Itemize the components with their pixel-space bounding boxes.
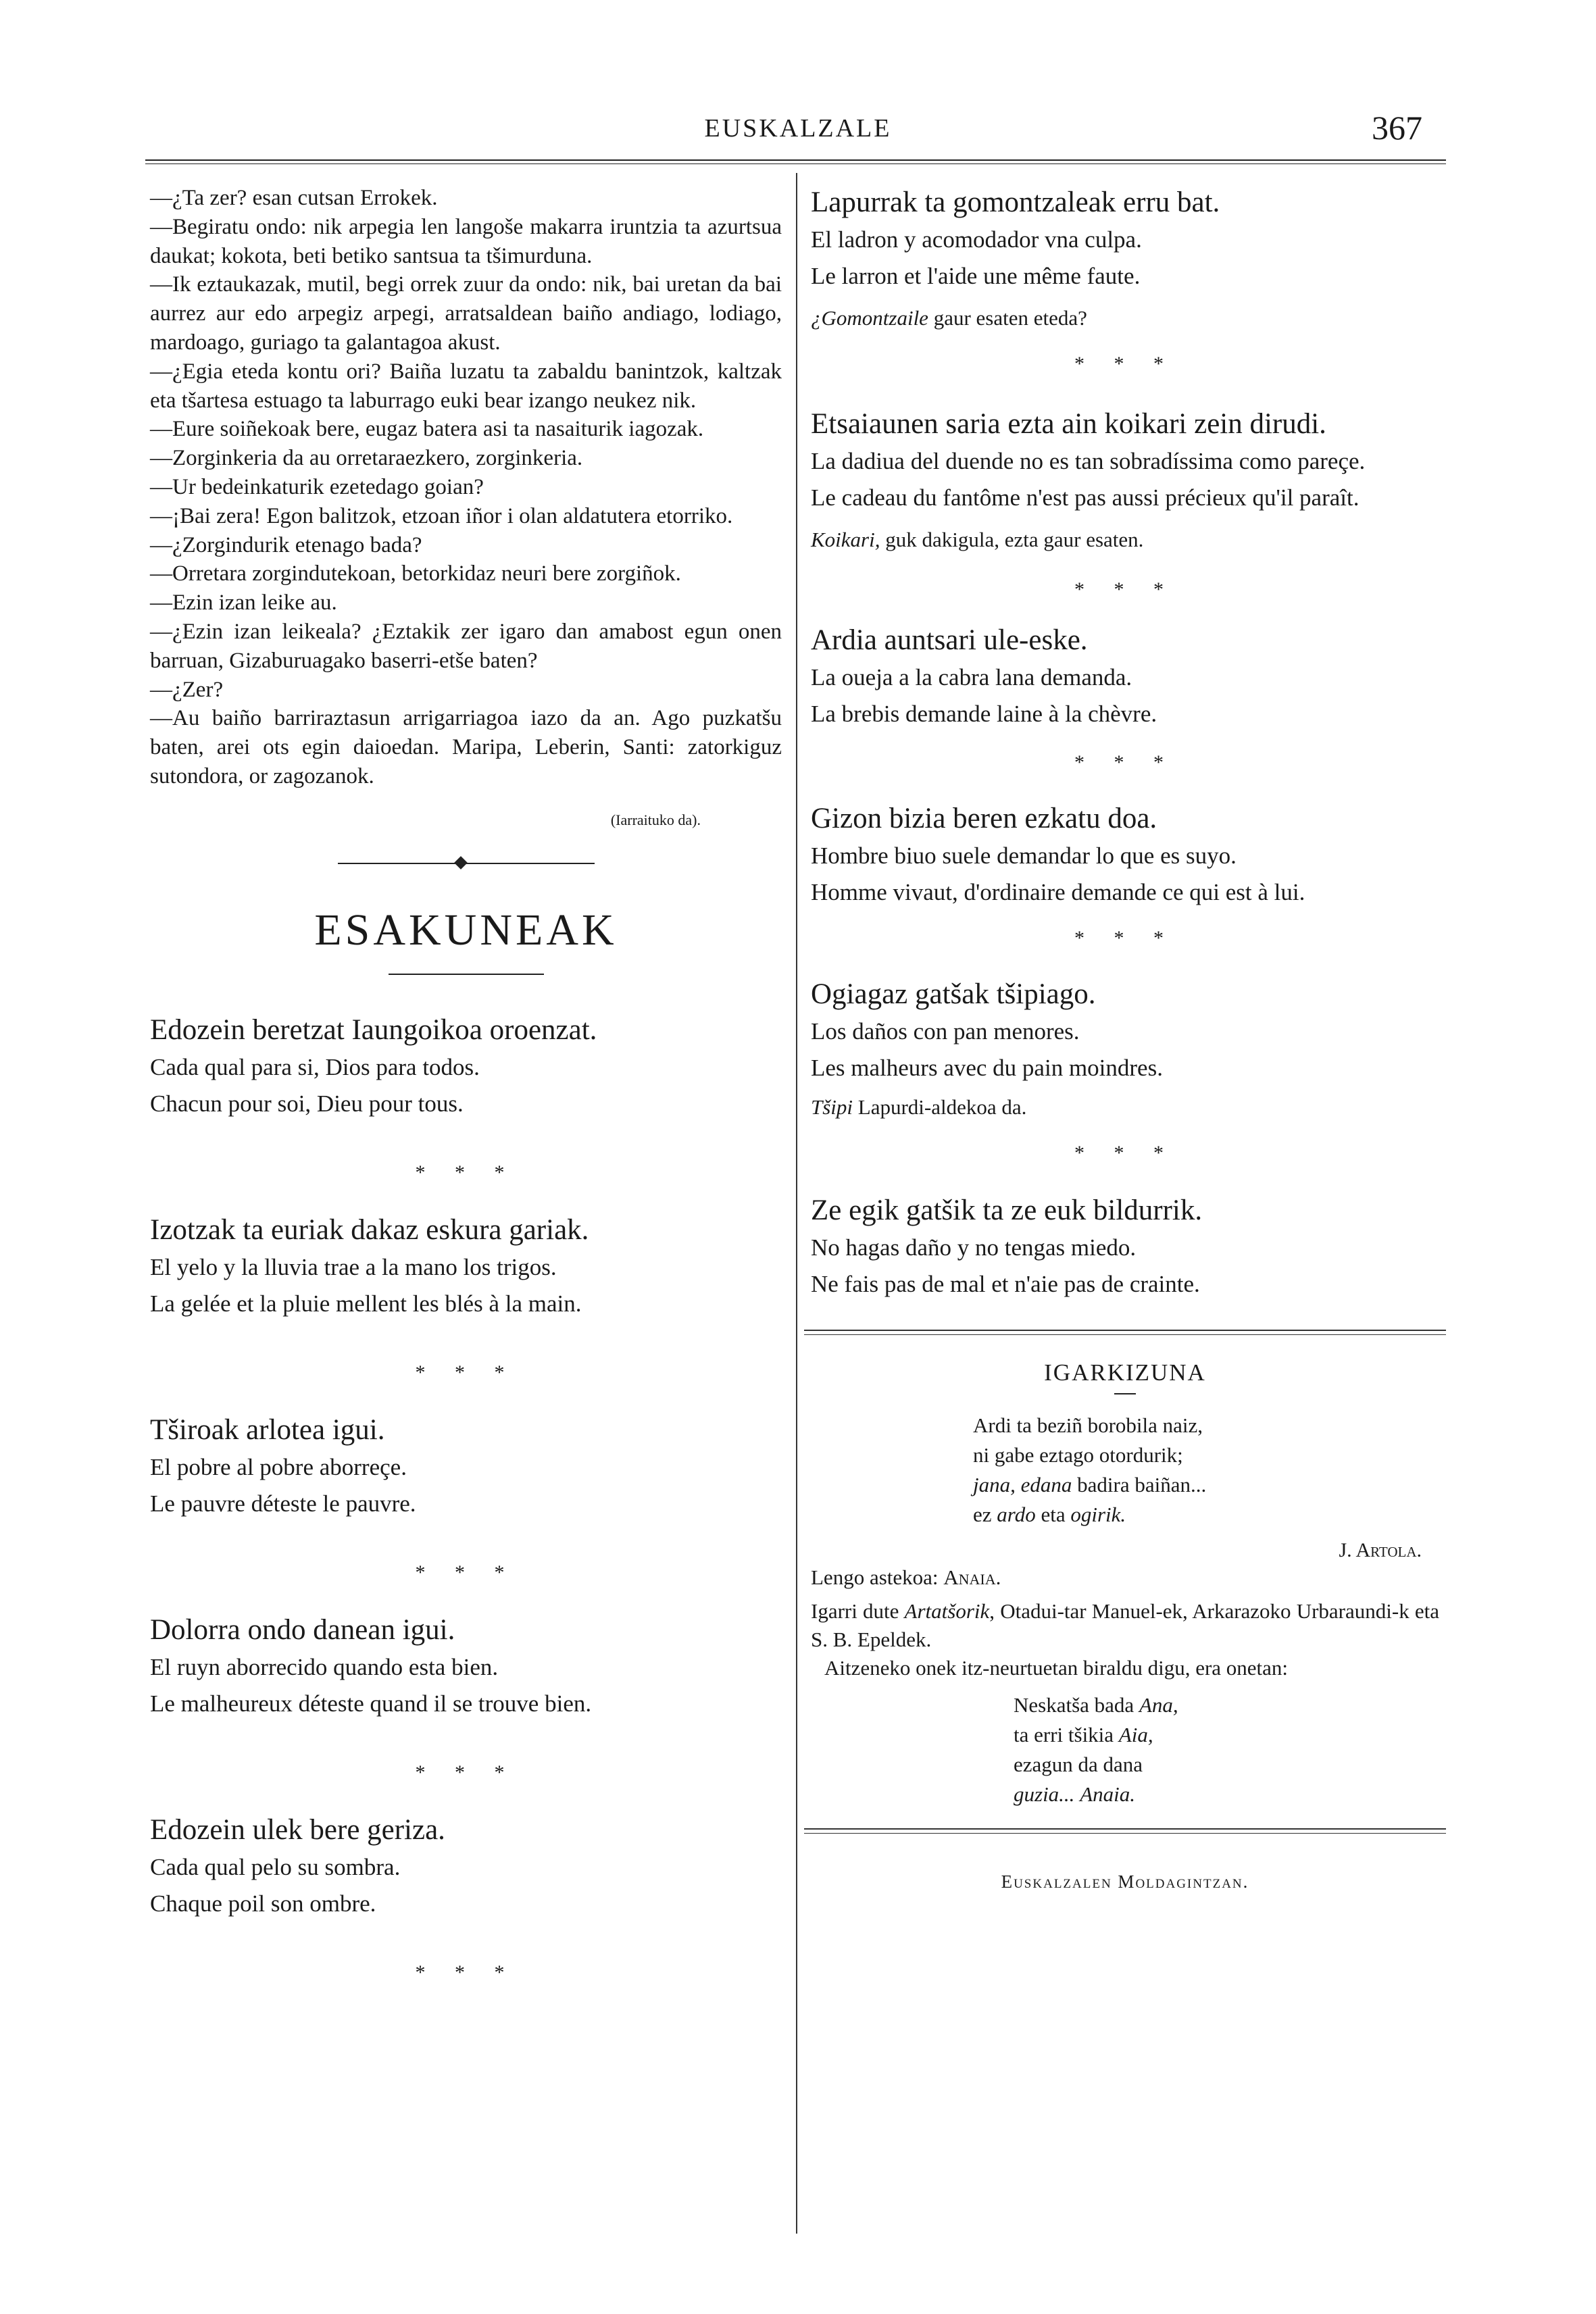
previous-answer bbox=[811, 1563, 1439, 1592]
proverb-french: Le pauvre déteste le pauvre. bbox=[150, 1490, 416, 1517]
riddle-author: J. Artola. bbox=[1339, 1539, 1422, 1561]
stars-separator: * * * bbox=[1074, 751, 1176, 774]
section-rule bbox=[804, 1330, 1446, 1335]
proverb-french: Le larron et l'aide une même faute. bbox=[811, 263, 1141, 289]
section-title: ESAKUNEAK bbox=[314, 905, 618, 955]
note-italic: Tšipi bbox=[811, 1095, 853, 1119]
dialog-line: —Eure soiñekoak bere, eugaz batera asi ta nasaiturik iagozak. bbox=[150, 417, 704, 442]
proverb-spanish: El ruyn aborrecido quando esta bien. bbox=[150, 1653, 499, 1680]
proverb bbox=[811, 184, 1439, 336]
proverb bbox=[150, 1811, 782, 1922]
proverb-basque: Etsaiaunen saria ezta ain koikari zein dirudi. bbox=[811, 408, 1326, 440]
proverb-spanish: Cada qual para si, Dios para todos. bbox=[150, 1053, 480, 1080]
dialog-line: —Ur bedeinkaturik ezetedago goian? bbox=[150, 474, 484, 499]
verse-line bbox=[973, 1470, 1439, 1500]
proverb-spanish: No hagas daño y no tengas miedo. bbox=[811, 1234, 1137, 1261]
verse-italic: Ana, bbox=[1139, 1693, 1178, 1717]
proverb-french: Chaque poil son ombre. bbox=[150, 1890, 376, 1917]
stars-separator: * * * bbox=[1074, 353, 1176, 375]
proverb-spanish: El pobre al pobre aborreçe. bbox=[150, 1453, 407, 1480]
proverb-spanish: Hombre biuo suele demandar lo que es suyo. bbox=[811, 842, 1237, 869]
verse-line: ezagun da dana bbox=[1014, 1753, 1143, 1776]
note-italic: ¿Gomontzaile bbox=[811, 306, 928, 330]
proverb-spanish: El yelo y la lluvia trae a la mano los trigos. bbox=[150, 1253, 557, 1280]
dialog-line: —¿Ezin izan leikeala? ¿Eztakik zer igaro dan amabost egun onen barruan, Gizaburuagako baserri-etše baten? bbox=[150, 619, 782, 673]
printer-credit: Euskalzalen Moldagintzan. bbox=[1001, 1871, 1249, 1892]
proverb-french: La brebis demande laine à la chèvre. bbox=[811, 701, 1157, 727]
stars-separator: * * * bbox=[1074, 1142, 1176, 1164]
journal-title: EUSKALZALE bbox=[704, 114, 892, 143]
proverb-basque: Ze egik gatšik ta ze euk bildurrik. bbox=[811, 1194, 1203, 1226]
proverb-french: Ne fais pas de mal et n'aie pas de crainte. bbox=[811, 1271, 1200, 1297]
proverb-list-left bbox=[150, 1011, 782, 1984]
proverb-spanish: La oueja a la cabra lana demanda. bbox=[811, 664, 1132, 690]
verse-italic: Aia, bbox=[1118, 1723, 1153, 1746]
riddle-title: IGARKIZUNA bbox=[1044, 1359, 1206, 1386]
dialog-line: —Orretara zorgindutekoan, betorkidaz neuri bere zorgiñok. bbox=[150, 561, 681, 586]
proverb-french: Chacun pour soi, Dieu pour tous. bbox=[150, 1090, 464, 1117]
dialog-line: —¿Ta zer? esan cutsan Errokek. bbox=[150, 186, 438, 210]
proverb-note bbox=[811, 300, 1439, 336]
verse-line bbox=[1014, 1720, 1439, 1750]
verse-italic: Anaia. bbox=[1080, 1782, 1135, 1806]
page-number: 367 bbox=[1372, 109, 1422, 147]
solvers-italic: Artatšorik bbox=[904, 1599, 990, 1623]
verse-italic: guzia... bbox=[1014, 1782, 1075, 1806]
proverb-french: Le malheureux déteste quand il se trouve bien. bbox=[150, 1690, 592, 1717]
proverb-note bbox=[811, 1089, 1439, 1126]
verse-italic: ogirik. bbox=[1070, 1503, 1126, 1526]
previous-answer-label: Lengo astekoa: bbox=[811, 1565, 944, 1589]
proverb bbox=[811, 622, 1439, 732]
right-column bbox=[811, 184, 1439, 1892]
verse-text: Neskatša bada bbox=[1014, 1693, 1139, 1717]
to-be-continued-note: (Iarraituko da). bbox=[610, 811, 701, 828]
note-text: Lapurdi-aldekoa da. bbox=[853, 1095, 1027, 1119]
stars-separator: * * * bbox=[415, 1761, 517, 1784]
dialog-line: —¡Bai zera! Egon balitzok, etzoan iñor i olan aldatutera etorriko. bbox=[150, 503, 733, 528]
riddle-section bbox=[811, 1359, 1439, 1809]
proverb-french: Homme vivaut, d'ordinaire demande ce qui est à lui. bbox=[811, 879, 1305, 905]
proverb-spanish: Cada qual pelo su sombra. bbox=[150, 1853, 401, 1880]
dialog-line: —Begiratu ondo: nik arpegia len langoše makarra iruntzia ta azurtsua daukat; kokota, beti betiko santsua ta tšimurduna. bbox=[150, 214, 782, 268]
proverb-french: Les malheurs avec du pain moindres. bbox=[811, 1055, 1163, 1081]
note-text: guk dakigula, ezta gaur esaten. bbox=[880, 528, 1144, 551]
verse-line bbox=[1014, 1690, 1439, 1720]
dialog-line: —Zorginkeria da au orretaraezkero, zorginkeria. bbox=[150, 446, 583, 471]
proverb-spanish: El ladron y acomodador vna culpa. bbox=[811, 226, 1142, 253]
dialog-line: —¿Egia eteda kontu ori? Baiña luzatu ta zabaldu banintzok, kaltzak eta tšartesa estuago ta laburrago euki bear izango neukez nik. bbox=[150, 359, 782, 413]
previous-answer-value: Anaia. bbox=[943, 1565, 1001, 1589]
verse-italic: jana, edana bbox=[973, 1473, 1072, 1496]
riddle-verse bbox=[811, 1411, 1439, 1530]
proverb-basque: Ardia auntsari ule-eske. bbox=[811, 624, 1088, 656]
stars-separator: * * * bbox=[415, 1161, 517, 1184]
verse-line: Ardi ta beziñ borobila naiz, bbox=[973, 1413, 1203, 1437]
header-rule bbox=[145, 159, 1446, 164]
solvers-text: Igarri dute bbox=[811, 1599, 905, 1623]
verse-italic: ardo bbox=[997, 1503, 1036, 1526]
proverb bbox=[150, 1611, 782, 1722]
proverb-basque: Dolorra ondo danean igui. bbox=[150, 1613, 455, 1646]
verse-text: ta erri tšikia bbox=[1014, 1723, 1119, 1746]
stars-separator: * * * bbox=[1074, 927, 1176, 949]
proverb-basque: Lapurrak ta gomontzaleak erru bat. bbox=[811, 186, 1220, 218]
title-rule bbox=[389, 974, 544, 975]
section-rule bbox=[804, 1828, 1446, 1834]
dialog-line: —¿Zer? bbox=[150, 677, 224, 702]
dialog-line: —Ik eztaukazak, mutil, begi orrek zuur da ondo: nik, bai uretan da bai aurrez aur edo arpegiz arpegi, arratsaldean baiño andiago, lodiago, mardoago, guriago ta galantagoa akust. bbox=[150, 272, 782, 355]
proverb bbox=[811, 800, 1439, 911]
solvers-text: , Otadui-tar Manuel-ek, Arkarazoko Urbaraundi-k eta S. B. Epeldek. bbox=[811, 1599, 1439, 1651]
proverb bbox=[150, 1011, 782, 1122]
left-column bbox=[150, 184, 782, 1984]
verse-text: ez bbox=[973, 1503, 997, 1526]
proverb-note bbox=[811, 522, 1439, 558]
dialog-line: —Ezin izan leike au. bbox=[150, 590, 337, 615]
proverb-basque: Edozein ulek bere geriza. bbox=[150, 1813, 445, 1846]
title-dash bbox=[1114, 1393, 1136, 1394]
stars-separator: * * * bbox=[415, 1361, 517, 1384]
proverb-spanish: Los daños con pan menores. bbox=[811, 1018, 1080, 1045]
proverb bbox=[811, 1192, 1439, 1303]
proverb bbox=[150, 1411, 782, 1522]
proverb-basque: Edozein beretzat Iaungoikoa oroenzat. bbox=[150, 1013, 597, 1046]
stars-separator: * * * bbox=[1074, 578, 1176, 601]
ornament-divider bbox=[338, 857, 595, 870]
proverb-french: Le cadeau du fantôme n'est pas aussi précieux qu'il paraît. bbox=[811, 484, 1360, 511]
stars-separator: * * * bbox=[415, 1561, 517, 1584]
solvers-list bbox=[811, 1597, 1439, 1654]
column-divider bbox=[796, 173, 797, 2234]
sent-verse-intro: Aitzeneko onek itz-neurtuetan biraldu digu, era onetan: bbox=[824, 1656, 1289, 1680]
proverb-basque: Izotzak ta euriak dakaz eskura gariak. bbox=[150, 1213, 589, 1246]
proverb-basque: Ogiagaz gatšak tšipiago. bbox=[811, 978, 1096, 1010]
verse-line: ni gabe eztago otordurik; bbox=[973, 1443, 1183, 1467]
sent-poem bbox=[811, 1690, 1439, 1809]
diamond-ornament-icon bbox=[454, 856, 468, 870]
dialog-line: —¿Zorgindurik etenago bada? bbox=[150, 532, 422, 557]
proverb bbox=[811, 405, 1439, 558]
stars-separator: * * * bbox=[415, 1961, 517, 1984]
proverb bbox=[150, 1211, 782, 1322]
verse-line bbox=[1014, 1780, 1439, 1809]
verse-text: eta bbox=[1035, 1503, 1071, 1526]
proverb-basque: Gizon bizia beren ezkatu doa. bbox=[811, 803, 1157, 834]
dialog-block bbox=[150, 184, 782, 791]
proverb-spanish: La dadiua del duende no es tan sobradíssima como pareçe. bbox=[811, 448, 1366, 474]
verse-text: badira baiñan... bbox=[1072, 1473, 1207, 1496]
proverb bbox=[811, 976, 1439, 1126]
dialog-line: —Au baiño barriraztasun arrigarriagoa iazo da an. Ago puzkatšu baten, arei ots egin daioedan. Maripa, Leberin, Santi: zatorkiguz sutondora, or zagozanok. bbox=[150, 706, 782, 788]
note-italic: Koikari, bbox=[811, 528, 880, 551]
verse-line bbox=[973, 1500, 1439, 1530]
proverb-french: La gelée et la pluie mellent les blés à la main. bbox=[150, 1290, 582, 1317]
proverb-basque: Tširoak arlotea igui. bbox=[150, 1413, 385, 1446]
note-text: gaur esaten eteda? bbox=[928, 306, 1087, 330]
